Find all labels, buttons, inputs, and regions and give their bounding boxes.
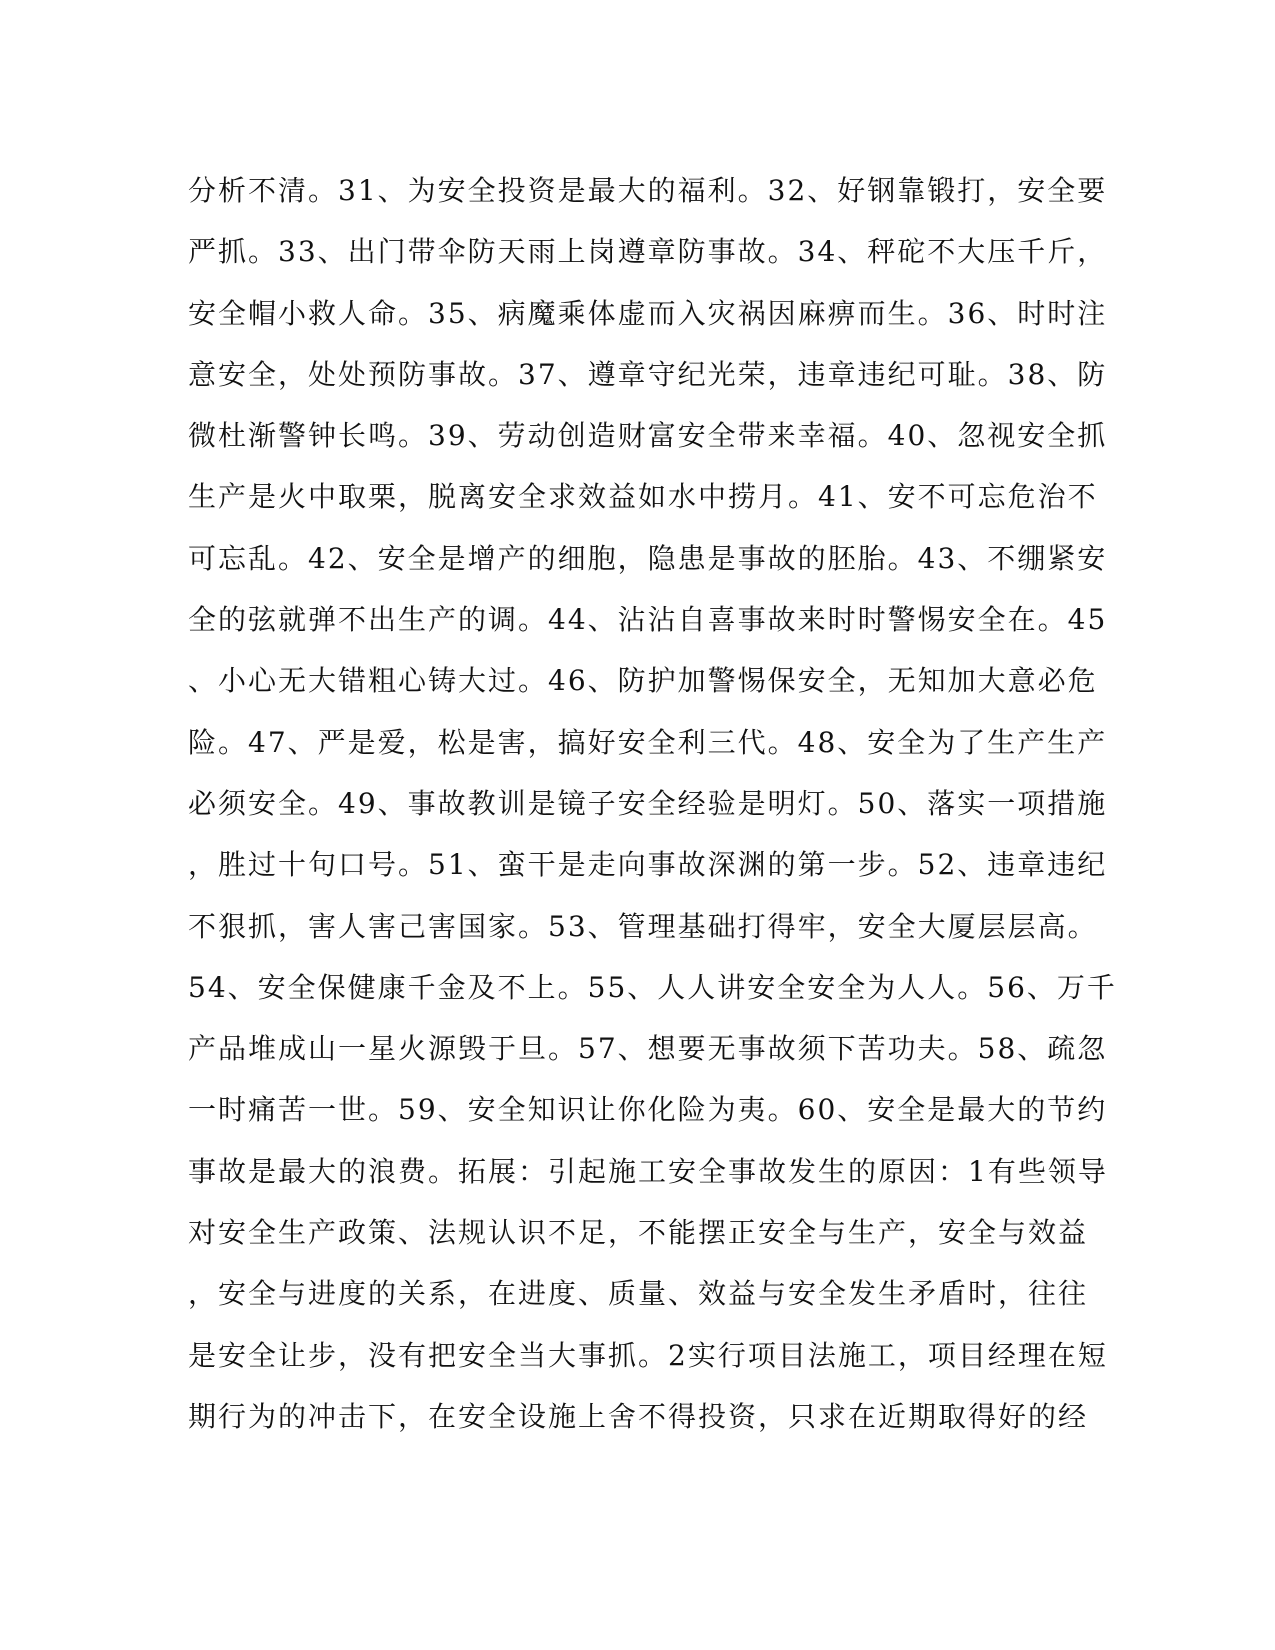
text-line: ，安全与进度的关系，在进度、质量、效益与安全发生矛盾时，往往 (188, 1277, 1089, 1311)
text-line: 必须安全。49、事故教训是镜子安全经验是明灯。50、落实一项措施 (188, 786, 1108, 820)
text-line: 全的弦就弹不出生产的调。44、沾沾自喜事故来时时警惕安全在。45 (188, 603, 1108, 637)
text-line: 产品堆成山一星火源毁于旦。57、想要无事故须下苦功夫。58、疏忽 (188, 1032, 1108, 1066)
text-line: 险。47、严是爱，松是害，搞好安全利三代。48、安全为了生产生产 (188, 725, 1108, 759)
text-line: ，胜过十句口号。51、蛮干是走向事故深渊的第一步。52、违章违纪 (188, 848, 1108, 882)
text-line: 一时痛苦一世。59、安全知识让你化险为夷。60、安全是最大的节约 (188, 1093, 1108, 1127)
text-line: 微杜渐警钟长鸣。39、劳动创造财富安全带来幸福。40、忽视安全抓 (188, 419, 1108, 453)
text-line: 对安全生产政策、法规认识不足，不能摆正安全与生产，安全与效益 (188, 1216, 1089, 1250)
text-line: 可忘乱。42、安全是增产的细胞，隐患是事故的胚胎。43、不绷紧安 (188, 541, 1108, 575)
text-line: 安全帽小救人命。35、病魔乘体虚而入灾祸因麻痹而生。36、时时注 (188, 296, 1108, 330)
text-line: 、小心无大错粗心铸大过。46、防护加警惕保安全，无知加大意必危 (188, 664, 1098, 698)
text-line: 生产是火中取栗，脱离安全求效益如水中捞月。41、安不可忘危治不 (188, 480, 1098, 514)
text-line: 严抓。33、出门带伞防天雨上岗遵章防事故。34、秤砣不大压千斤， (188, 235, 1108, 269)
text-line: 是安全让步，没有把安全当大事抓。2实行项目法施工，项目经理在短 (188, 1338, 1108, 1372)
body-text (188, 160, 1117, 1447)
text-line: 意安全，处处预防事故。37、遵章守纪光荣，违章违纪可耻。38、防 (188, 357, 1108, 391)
text-line: 期行为的冲击下，在安全设施上舍不得投资，只求在近期取得好的经 (188, 1399, 1089, 1433)
text-line: 事故是最大的浪费。拓展：引起施工安全事故发生的原因：1有些领导 (188, 1154, 1108, 1188)
text-line: 54、安全保健康千金及不上。55、人人讲安全安全为人人。56、万千 (188, 970, 1117, 1004)
text-line: 不狠抓，害人害己害国家。53、管理基础打得牢，安全大厦层层高。 (188, 909, 1098, 943)
text-line: 分析不清。31、为安全投资是最大的福利。32、好钢靠锻打，安全要 (188, 174, 1108, 207)
